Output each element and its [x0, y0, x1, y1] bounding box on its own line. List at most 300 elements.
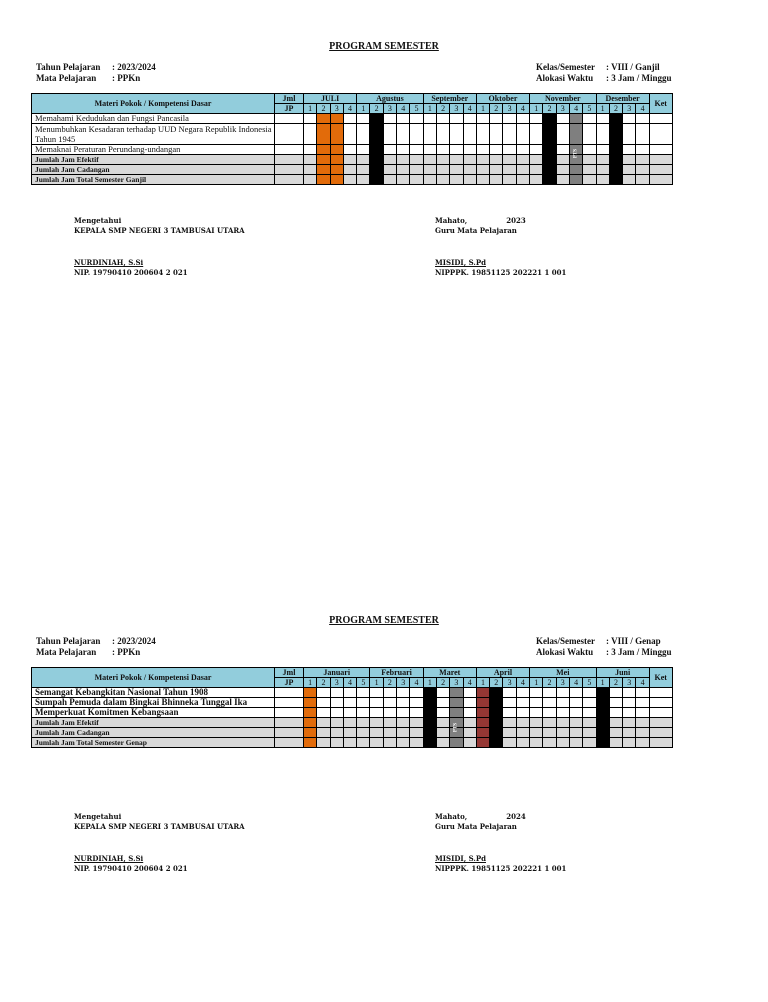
week-cell — [410, 688, 423, 698]
month-header: September — [423, 94, 476, 104]
week-cell — [343, 175, 356, 185]
week-cell — [304, 165, 317, 175]
week-cell — [397, 114, 410, 124]
jml-jp-cell — [275, 718, 304, 728]
week-cell — [304, 175, 317, 185]
week-cell — [357, 708, 370, 718]
week-cell — [436, 718, 449, 728]
week-cell — [476, 688, 489, 698]
week-cell — [450, 688, 463, 698]
week-cell — [596, 738, 609, 748]
week-header: 1 — [423, 678, 436, 688]
jml-jp-cell — [275, 124, 304, 145]
tahun-label: Tahun Pelajaran — [36, 636, 101, 646]
week-cell — [436, 165, 449, 175]
week-cell — [583, 738, 596, 748]
week-cell — [530, 114, 543, 124]
week-header: 5 — [410, 104, 423, 114]
week-cell — [516, 175, 529, 185]
week-header: 2 — [436, 104, 449, 114]
week-cell — [530, 688, 543, 698]
week-cell — [436, 698, 449, 708]
week-cell — [370, 165, 383, 175]
week-header: 1 — [476, 678, 489, 688]
week-cell — [623, 708, 636, 718]
week-cell — [569, 728, 582, 738]
week-cell — [423, 145, 436, 155]
week-cell — [623, 145, 636, 155]
week-cell — [609, 165, 622, 175]
week-cell — [636, 124, 649, 145]
week-cell — [583, 728, 596, 738]
week-cell — [516, 698, 529, 708]
month-header: Juni — [596, 668, 649, 678]
week-cell — [556, 175, 569, 185]
week-header: 5 — [357, 678, 370, 688]
week-cell — [636, 718, 649, 728]
mengetahui-label: Mengetahui — [74, 216, 122, 225]
jml-jp-cell — [275, 708, 304, 718]
alokasi-value: : 3 Jam / Minggu — [606, 73, 672, 83]
week-cell — [476, 114, 489, 124]
week-header: 4 — [343, 678, 356, 688]
week-cell — [436, 738, 449, 748]
week-cell — [490, 155, 503, 165]
week-cell — [503, 114, 516, 124]
week-cell — [476, 708, 489, 718]
week-header: 2 — [609, 678, 622, 688]
week-cell — [583, 688, 596, 698]
week-cell — [436, 688, 449, 698]
week-header: 3 — [556, 678, 569, 688]
row-label: Semangat Kebangkitan Nasional Tahun 1908 — [32, 688, 275, 698]
week-header: 5 — [583, 104, 596, 114]
kepala-title: KEPALA SMP NEGERI 3 TAMBUSAI UTARA — [74, 226, 245, 235]
week-cell — [397, 175, 410, 185]
week-header: 2 — [543, 678, 556, 688]
week-cell — [476, 738, 489, 748]
week-cell — [596, 145, 609, 155]
program-table — [31, 667, 673, 748]
week-cell — [623, 175, 636, 185]
week-cell — [410, 718, 423, 728]
week-cell — [636, 145, 649, 155]
week-cell — [596, 708, 609, 718]
kepala-nip: NIP. 19790410 200604 2 021 — [74, 268, 188, 277]
week-cell — [410, 698, 423, 708]
week-cell — [543, 688, 556, 698]
week-cell — [596, 155, 609, 165]
week-cell — [410, 155, 423, 165]
week-cell — [317, 708, 330, 718]
week-cell — [516, 145, 529, 155]
week-cell — [317, 114, 330, 124]
week-cell — [490, 145, 503, 155]
week-cell — [383, 688, 396, 698]
ket-cell — [649, 114, 672, 124]
mapel-value: : PPKn — [112, 647, 141, 657]
week-cell — [636, 698, 649, 708]
week-header: 1 — [596, 104, 609, 114]
week-cell — [317, 175, 330, 185]
week-header: 1 — [476, 104, 489, 114]
week-cell — [330, 708, 343, 718]
week-header: 1 — [370, 678, 383, 688]
month-header: Desember — [596, 94, 649, 104]
mapel-label: Mata Pelajaran — [36, 73, 97, 83]
week-cell — [383, 728, 396, 738]
row-label: Menumbuhkan Kesadaran terhadap UUD Negara Republik Indonesia Tahun 1945 — [32, 124, 275, 145]
week-cell — [543, 145, 556, 155]
week-cell — [490, 738, 503, 748]
week-cell — [596, 688, 609, 698]
week-cell — [357, 114, 370, 124]
week-cell — [450, 708, 463, 718]
week-cell — [410, 114, 423, 124]
week-cell — [423, 688, 436, 698]
week-cell — [383, 708, 396, 718]
week-cell — [383, 145, 396, 155]
week-header: 4 — [343, 104, 356, 114]
week-cell — [636, 114, 649, 124]
week-cell — [304, 698, 317, 708]
week-header: 5 — [583, 678, 596, 688]
kelas-value: : VIII / Genap — [606, 636, 661, 646]
week-cell — [317, 145, 330, 155]
week-cell — [490, 728, 503, 738]
week-cell — [463, 708, 476, 718]
kepala-name: NURDINIAH, S.Si — [74, 258, 144, 267]
week-header: 4 — [636, 104, 649, 114]
jml-jp-cell — [275, 175, 304, 185]
week-cell — [397, 728, 410, 738]
ket-cell — [649, 165, 672, 175]
meta-left — [36, 636, 156, 658]
week-cell — [370, 175, 383, 185]
week-cell — [370, 155, 383, 165]
week-cell — [370, 145, 383, 155]
jml-jp-cell — [275, 738, 304, 748]
week-header: 2 — [543, 104, 556, 114]
week-cell — [530, 708, 543, 718]
meta-left — [36, 62, 156, 84]
week-cell — [450, 155, 463, 165]
week-cell — [476, 718, 489, 728]
week-cell — [317, 155, 330, 165]
week-cell — [596, 718, 609, 728]
week-cell — [463, 738, 476, 748]
week-cell — [503, 718, 516, 728]
week-cell — [450, 698, 463, 708]
header-jml: Jml — [275, 668, 304, 678]
week-cell — [436, 708, 449, 718]
week-header: 2 — [317, 678, 330, 688]
signature-kepala — [74, 812, 245, 874]
week-cell — [330, 738, 343, 748]
week-cell — [609, 728, 622, 738]
kepala-nip: NIP. 19790410 200604 2 021 — [74, 864, 188, 873]
week-header: 3 — [623, 104, 636, 114]
week-cell — [530, 165, 543, 175]
week-cell — [609, 124, 622, 145]
week-cell — [304, 738, 317, 748]
week-cell — [556, 688, 569, 698]
week-cell — [370, 738, 383, 748]
week-cell — [304, 708, 317, 718]
week-cell — [583, 145, 596, 155]
week-cell — [490, 698, 503, 708]
header-jp: JP — [275, 104, 304, 114]
week-cell — [370, 718, 383, 728]
week-cell — [383, 124, 396, 145]
week-cell — [370, 728, 383, 738]
week-header: 2 — [383, 678, 396, 688]
week-cell — [569, 114, 582, 124]
week-cell — [490, 688, 503, 698]
week-cell — [357, 738, 370, 748]
week-cell — [556, 708, 569, 718]
week-cell — [450, 145, 463, 155]
week-header: 1 — [357, 104, 370, 114]
week-cell — [636, 165, 649, 175]
header-materi: Materi Pokok / Kompetensi Dasar — [32, 668, 275, 688]
week-cell — [583, 124, 596, 145]
ket-cell — [649, 155, 672, 165]
week-cell — [317, 718, 330, 728]
week-cell — [476, 698, 489, 708]
week-header: 3 — [330, 104, 343, 114]
week-cell — [556, 738, 569, 748]
mapel-label: Mata Pelajaran — [36, 647, 97, 657]
week-cell — [463, 688, 476, 698]
week-cell — [569, 698, 582, 708]
week-cell — [556, 165, 569, 175]
header-materi: Materi Pokok / Kompetensi Dasar — [32, 94, 275, 114]
month-header: Agustus — [357, 94, 423, 104]
week-cell — [397, 155, 410, 165]
header-jml: Jml — [275, 94, 304, 104]
week-header: 4 — [463, 104, 476, 114]
ket-cell — [649, 124, 672, 145]
week-header: 2 — [609, 104, 622, 114]
row-label: Jumlah Jam Efektif — [32, 718, 275, 728]
header-ket: Ket — [649, 668, 672, 688]
week-cell — [317, 698, 330, 708]
week-cell — [330, 688, 343, 698]
signature-guru — [435, 812, 566, 874]
week-cell — [583, 175, 596, 185]
week-cell — [623, 718, 636, 728]
week-cell — [304, 145, 317, 155]
alokasi-label: Alokasi Waktu — [536, 647, 594, 657]
week-cell — [423, 155, 436, 165]
week-cell — [530, 728, 543, 738]
week-cell — [330, 728, 343, 738]
week-cell — [397, 708, 410, 718]
ket-cell — [649, 175, 672, 185]
week-cell — [450, 175, 463, 185]
week-header: 3 — [503, 104, 516, 114]
week-cell — [357, 165, 370, 175]
week-cell — [304, 688, 317, 698]
guru-title: Guru Mata Pelajaran — [435, 822, 517, 831]
week-header: 4 — [636, 678, 649, 688]
row-label: Jumlah Jam Cadangan — [32, 165, 275, 175]
week-cell — [530, 175, 543, 185]
week-cell — [357, 718, 370, 728]
week-cell — [543, 738, 556, 748]
week-cell — [503, 738, 516, 748]
week-cell — [569, 738, 582, 748]
week-cell — [423, 124, 436, 145]
week-cell — [450, 165, 463, 175]
week-cell — [596, 175, 609, 185]
week-cell — [490, 175, 503, 185]
week-cell — [317, 124, 330, 145]
week-cell — [383, 114, 396, 124]
week-cell — [636, 738, 649, 748]
week-cell — [304, 124, 317, 145]
header-ket: Ket — [649, 94, 672, 114]
week-header: 1 — [423, 104, 436, 114]
week-cell — [423, 718, 436, 728]
week-cell — [516, 114, 529, 124]
week-cell — [636, 708, 649, 718]
week-cell — [623, 114, 636, 124]
week-cell — [397, 718, 410, 728]
week-cell — [317, 688, 330, 698]
week-cell — [423, 738, 436, 748]
week-cell — [330, 698, 343, 708]
week-cell — [556, 698, 569, 708]
week-header: 1 — [596, 678, 609, 688]
week-cell — [463, 114, 476, 124]
week-header: 3 — [450, 678, 463, 688]
week-cell — [330, 718, 343, 728]
week-cell — [317, 165, 330, 175]
row-label: Jumlah Jam Total Semester Ganjil — [32, 175, 275, 185]
week-cell — [636, 155, 649, 165]
week-cell — [569, 175, 582, 185]
week-cell — [463, 145, 476, 155]
week-cell — [357, 698, 370, 708]
week-cell — [609, 708, 622, 718]
week-cell — [436, 114, 449, 124]
week-cell — [636, 728, 649, 738]
week-header: 2 — [490, 104, 503, 114]
week-header: 3 — [383, 104, 396, 114]
month-header: JULI — [304, 94, 357, 104]
week-header: 4 — [569, 678, 582, 688]
week-cell — [543, 728, 556, 738]
week-cell — [516, 688, 529, 698]
week-cell — [450, 738, 463, 748]
week-cell — [623, 165, 636, 175]
week-cell — [423, 708, 436, 718]
week-cell — [463, 155, 476, 165]
week-cell — [503, 708, 516, 718]
row-label: Sumpah Pemuda dalam Bingkai Bhinneka Tunggal Ika — [32, 698, 275, 708]
week-cell — [357, 688, 370, 698]
week-header: 4 — [569, 104, 582, 114]
header-jp: JP — [275, 678, 304, 688]
week-cell — [503, 124, 516, 145]
week-cell — [569, 708, 582, 718]
week-cell — [343, 155, 356, 165]
week-cell — [609, 175, 622, 185]
week-cell — [343, 688, 356, 698]
week-cell — [436, 728, 449, 738]
week-cell — [343, 698, 356, 708]
week-cell — [623, 728, 636, 738]
week-cell — [516, 155, 529, 165]
week-cell — [370, 124, 383, 145]
guru-title: Guru Mata Pelajaran — [435, 226, 517, 235]
week-cell — [556, 145, 569, 155]
pts-label: PTS — [573, 148, 579, 159]
month-header: November — [530, 94, 596, 104]
week-cell — [330, 114, 343, 124]
week-cell — [490, 165, 503, 175]
week-header: 2 — [490, 678, 503, 688]
ket-cell — [649, 728, 672, 738]
ket-cell — [649, 718, 672, 728]
week-header: 4 — [516, 678, 529, 688]
week-header: 3 — [556, 104, 569, 114]
week-cell — [503, 688, 516, 698]
week-header: 3 — [397, 678, 410, 688]
row-label: Memperkuat Komitmen Kebangsaan — [32, 708, 275, 718]
program-table — [31, 93, 673, 185]
week-header: 2 — [370, 104, 383, 114]
week-cell — [436, 175, 449, 185]
week-cell — [383, 165, 396, 175]
week-cell — [343, 114, 356, 124]
week-cell — [543, 698, 556, 708]
page-title: PROGRAM SEMESTER — [329, 615, 439, 626]
week-cell — [410, 738, 423, 748]
week-cell — [463, 165, 476, 175]
month-header: Januari — [304, 668, 370, 678]
week-cell — [410, 175, 423, 185]
jml-jp-cell — [275, 688, 304, 698]
week-cell — [304, 155, 317, 165]
kelas-value: : VIII / Ganjil — [606, 62, 660, 72]
week-cell — [543, 708, 556, 718]
week-cell — [357, 175, 370, 185]
week-cell — [317, 728, 330, 738]
alokasi-label: Alokasi Waktu — [536, 73, 594, 83]
week-cell — [623, 155, 636, 165]
week-cell — [530, 124, 543, 145]
week-cell — [330, 145, 343, 155]
ket-cell — [649, 145, 672, 155]
ket-cell — [649, 698, 672, 708]
week-cell — [410, 145, 423, 155]
week-cell — [397, 165, 410, 175]
week-cell — [623, 688, 636, 698]
jml-jp-cell — [275, 728, 304, 738]
week-cell — [543, 165, 556, 175]
week-cell — [609, 718, 622, 728]
week-cell — [609, 114, 622, 124]
week-header: 1 — [530, 104, 543, 114]
week-cell — [543, 124, 556, 145]
week-cell — [476, 728, 489, 738]
week-cell — [397, 124, 410, 145]
week-cell — [503, 175, 516, 185]
jml-jp-cell — [275, 698, 304, 708]
